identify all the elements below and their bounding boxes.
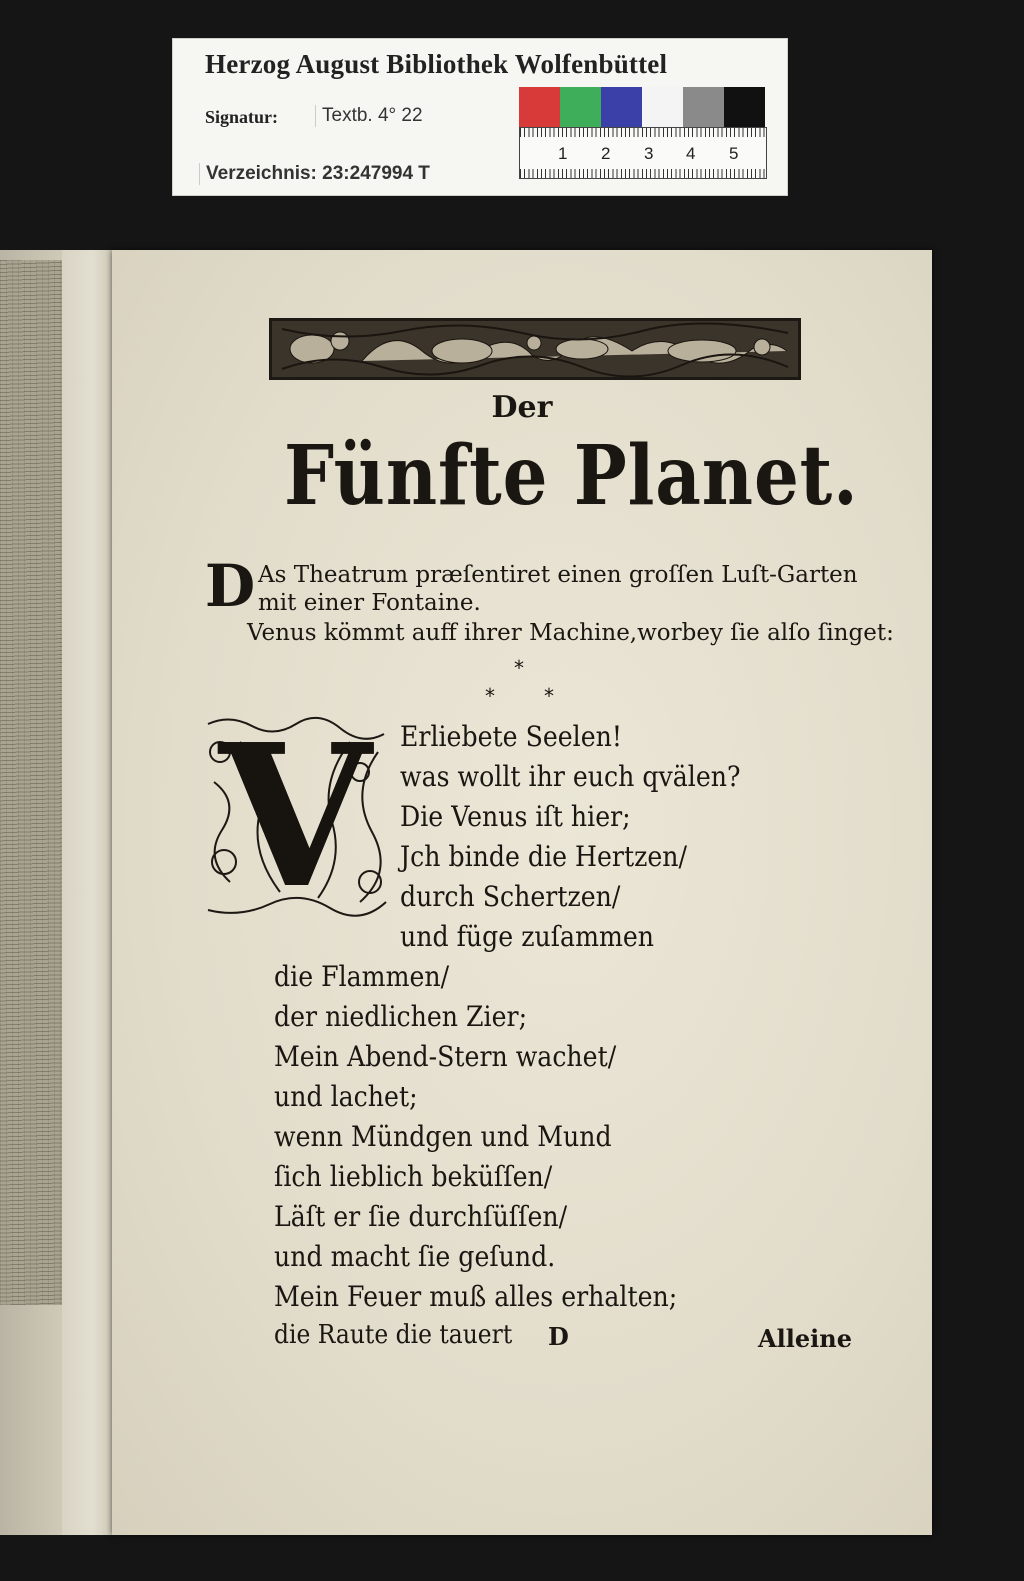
ruler-number: 1 xyxy=(558,144,568,163)
asterisk-ornament: * xyxy=(544,684,554,708)
verse-line: und füge zuſammen xyxy=(400,920,655,953)
library-name: Herzog August Bibliothek Wolfenbüttel xyxy=(205,49,668,79)
intro-line: Venus kömmt auff ihrer Machine,worbey ſie alſo ſinget: xyxy=(247,620,894,646)
verse-line: durch Schertzen/ xyxy=(400,880,621,913)
verse-line: Jch binde die Hertzen/ xyxy=(400,840,688,873)
library-label-card xyxy=(172,38,788,196)
ruler-number: 4 xyxy=(686,144,696,163)
verse-line: Erliebete Seelen! xyxy=(400,720,622,753)
decorative-initial xyxy=(200,702,390,932)
verse-line: und lachet; xyxy=(274,1080,418,1113)
verse-line: der niedlichen Zier; xyxy=(274,1000,528,1033)
swatch-white xyxy=(642,87,683,127)
verse-line: Läſt er ſie durchſüſſen/ xyxy=(274,1200,568,1233)
swatch-green xyxy=(560,87,601,127)
catchword: Alleine xyxy=(758,1324,852,1353)
asterisk-ornament: * xyxy=(485,684,495,708)
ruler-number: 2 xyxy=(601,144,611,163)
intro-line: mit einer Fontaine. xyxy=(258,590,481,616)
verse-line: Die Venus iſt hier; xyxy=(400,800,631,833)
verse-line: die Raute die tauert xyxy=(274,1320,513,1350)
verse-line: Mein Abend-Stern wachet/ xyxy=(274,1040,617,1073)
decorative-initial-letter: V xyxy=(218,702,372,932)
page-title: Fünfte Planet. xyxy=(284,428,859,524)
asterisk-ornament: * xyxy=(514,656,524,680)
scale-ruler xyxy=(519,127,767,179)
page-gutter xyxy=(62,250,113,1535)
signatur-value: Textb. 4° 22 xyxy=(315,105,423,127)
swatch-gray xyxy=(683,87,724,127)
verse-line: Mein Feuer muß alles erhalten; xyxy=(274,1280,678,1313)
verse-line: wenn Mündgen und Mund xyxy=(274,1120,612,1153)
swatch-black xyxy=(724,87,765,127)
engraving-fragment xyxy=(0,260,64,1305)
ruler-number: 3 xyxy=(644,144,654,163)
title-der: Der xyxy=(491,390,553,425)
signature-mark: D xyxy=(548,1322,569,1351)
verse-line: was wollt ihr euch qvälen? xyxy=(400,760,741,793)
intro-line: As Theatrum præſentiret einen groſſen Luſt-Garten xyxy=(258,562,858,588)
intro-initial: D xyxy=(204,552,256,620)
verzeichnis-value: Verzeichnis: 23:247994 T xyxy=(199,163,430,185)
ruler-number: 5 xyxy=(729,144,739,163)
verse-line: ſich lieblich beküſſen/ xyxy=(274,1160,553,1193)
signatur-label: Signatur: xyxy=(205,107,279,127)
verse-line: die Flammen/ xyxy=(274,960,450,993)
swatch-blue xyxy=(601,87,642,127)
verse-line: und macht ſie geſund. xyxy=(274,1240,556,1273)
color-calibration-strip xyxy=(519,87,765,127)
book-page xyxy=(112,250,932,1535)
header-ornament xyxy=(269,318,801,380)
swatch-red xyxy=(519,87,560,127)
